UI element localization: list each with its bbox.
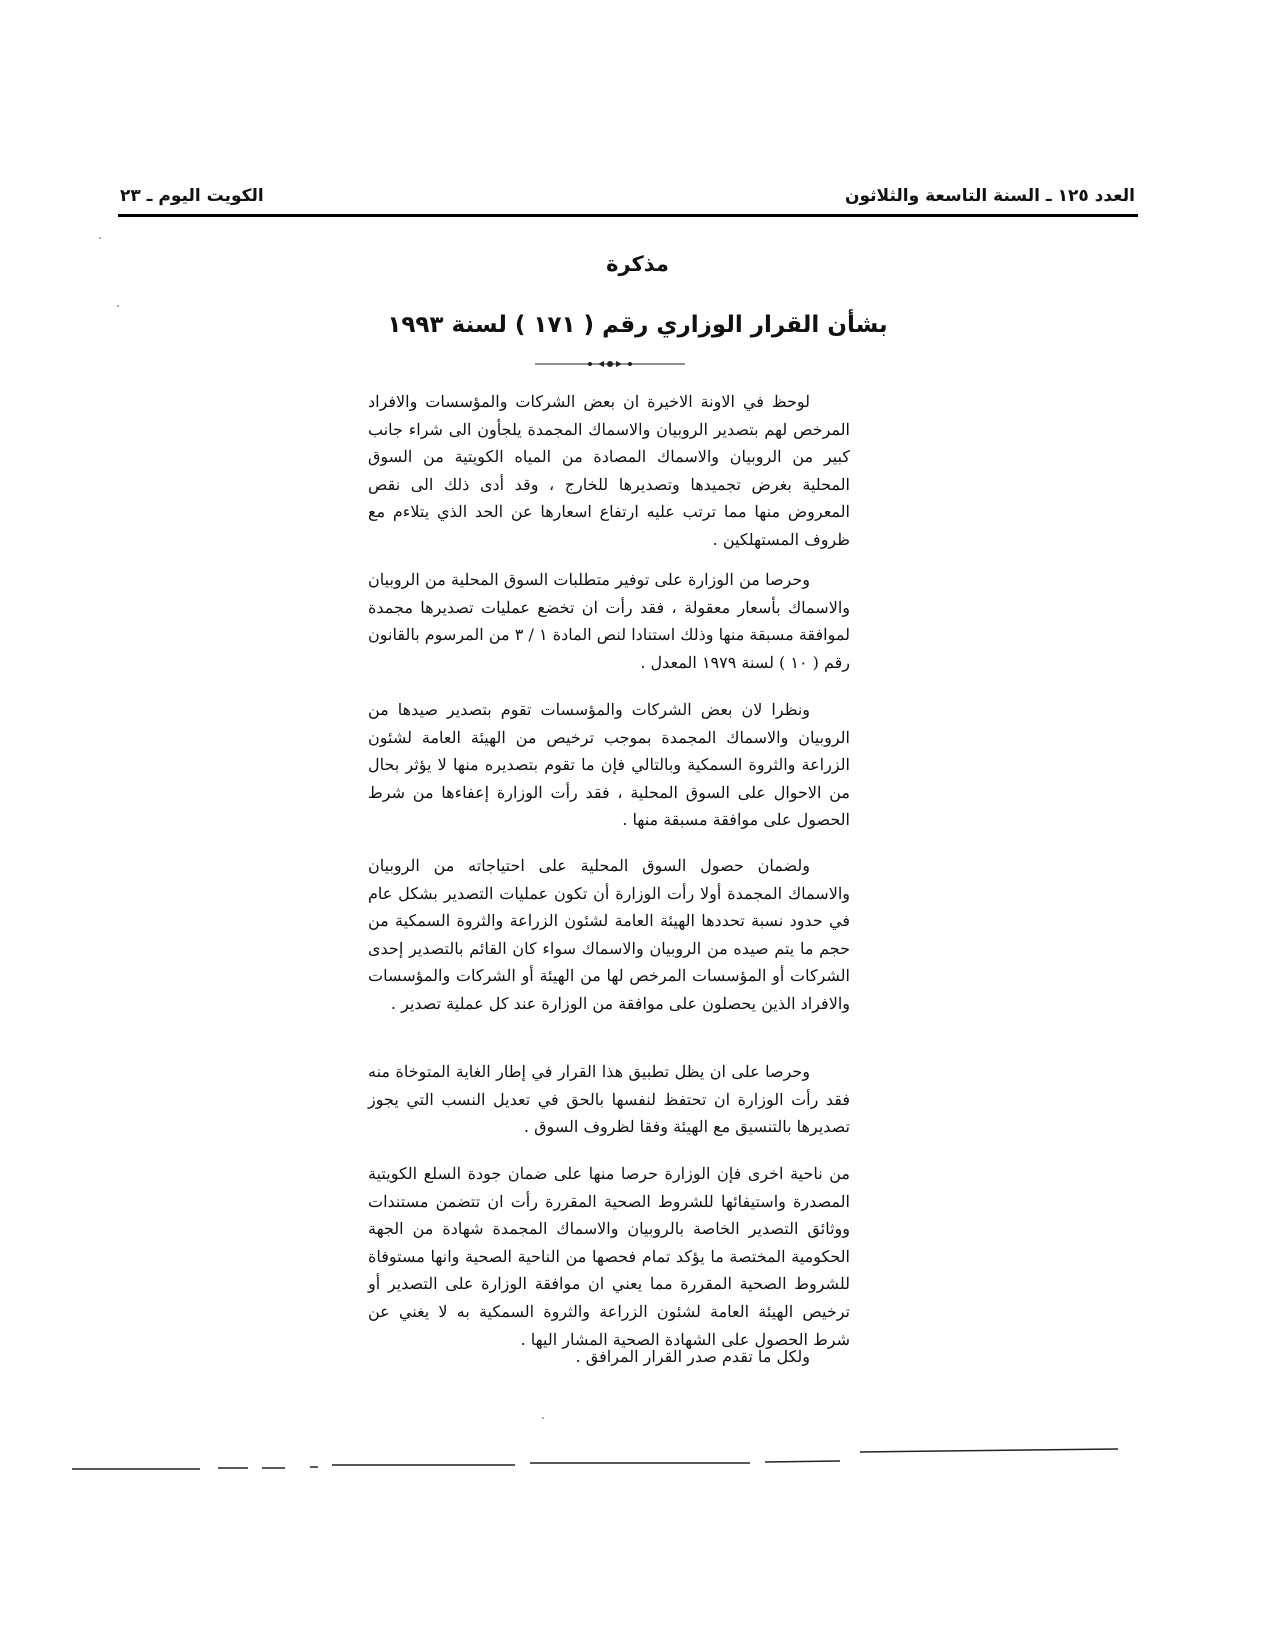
paragraph-export-ratio: ولضمان حصول السوق المحلية على احتياجاته من الروبيان والاسماك المجمدة أولا رأت الوزارة أن تكون عمليات التصدير بشكل عام في حدود نسبة تحددها الهيئة العامة لشئون الزراعة والثروة السمكية من حجم ما يتم صيده من الروبيان والاسماك سواء كان القائم بالتصدير إحدى الشركات أو المؤسسات المرخص لها من الهيئة أو الشركات والمؤسسات والافراد الذين يحصلون على موافقة من الوزارة عند كل عملية تصدير .	[368, 856, 850, 1013]
title-ornament	[535, 360, 685, 368]
memo-subtitle: بشأن القرار الوزاري رقم ( ١٧١ ) لسنة ١٩٩٣	[387, 312, 888, 338]
header-rule	[118, 214, 1138, 217]
paragraph-exemption: ونظرا لان بعض الشركات والمؤسسات تقوم بتصدير صيدها من الروبيان والاسماك المجمدة بموجب ترخيص من الهيئة العامة لشئون الزراعة والثروة السمكية وبالتالي فإن ما تقوم بتصديره منها لا يؤثر بحال من الاحوال على السوق المحلية ، فقد رأت الوزارة إعفاءها من شرط الحصول على موافقة مسبقة منها .	[368, 700, 850, 830]
paragraph-local-market: وحرصا من الوزارة على توفير متطلبات السوق المحلية من الروبيان والاسماك بأسعار معقولة ، فقد رأت ان تخضع عمليات تصديرها مجمدة لموافقة مسبقة منها وذلك استنادا لنص المادة ١ / ٣ من المرسوم بالقانون رقم ( ١٠ ) لسنة ١٩٧٩ المعدل .	[368, 570, 851, 672]
memo-title: مذكرة	[606, 252, 669, 276]
header-publication-page: الكويت اليوم ـ ٢٣	[120, 186, 264, 206]
paragraph-health-certificate: من ناحية اخرى فإن الوزارة حرصا منها على ضمان جودة السلع الكويتية المصدرة واستيفائها للشروط الصحية المقررة رأت ان تتضمن مستندات ووثائق التصدير الخاصة بالروبيان والاسماك المجمدة شهادة من الجهة الحكومية المختصة ما يؤكد تمام فحصها من الناحية الصحية وانها مستوفاة للشروط الصحية المقررة مما يعني ان موافقة الوزارة على التصدير أو ترخيص الهيئة العامة لشئون الزراعة والثروة السمكية به لا يغني عن شرط الحصول على الشهادة الصحية المشار اليها .	[368, 1164, 851, 1349]
paragraph-ratio-adjustment: وحرصا على ان يظل تطبيق هذا القرار في إطار الغاية المتوخاة منه فقد رأت الوزارة ان تحتفظ لنفسها بالحق في تعديل النسب التي يجوز تصديرها بالتنسيق مع الهيئة وفقا لظروف السوق .	[368, 1062, 850, 1137]
paragraph-observation: لوحظ في الاونة الاخيرة ان بعض الشركات والمؤسسات والافراد المرخص لهم بتصدير الروبيان والاسماك المجمدة يلجأون الى شراء جانب كبير من الروبيان والاسماك المصادة من المياه الكويتية من السوق المحلية بغرض تجميدها وتصديرها للخارج ، وقد أدى ذلك الى نقص المعروض منها مما ترتب عليه ارتفاع اسعارها عن الحد الذي يتلاءم مع ظروف المستهلكين .	[368, 392, 851, 549]
header-issue-info: العدد ١٢٥ ـ السنة التاسعة والثلاثون	[845, 186, 1135, 206]
page-header	[120, 186, 1135, 212]
paragraph-conclusion: ولكل ما تقدم صدر القرار المرافق .	[575, 1347, 810, 1366]
